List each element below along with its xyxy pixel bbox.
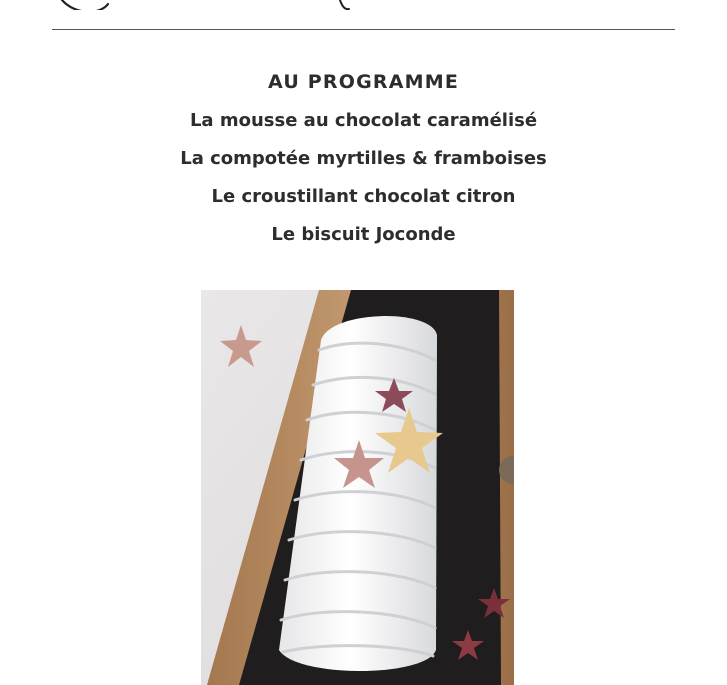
program-section bbox=[0, 68, 727, 259]
program-item-croustillant: Le croustillant chocolat citron bbox=[211, 186, 516, 207]
header-divider bbox=[52, 29, 675, 30]
program-item-mousse: La mousse au chocolat caramélisé bbox=[189, 110, 538, 131]
program-title: AU PROGRAMME bbox=[268, 71, 459, 93]
buche-illustration bbox=[201, 290, 514, 685]
program-item-biscuit: Le biscuit Joconde bbox=[271, 224, 456, 245]
logo-script-fragment bbox=[40, 0, 727, 10]
buche-photo bbox=[201, 290, 514, 685]
program-item-compotee: La compotée myrtilles & framboises bbox=[180, 148, 547, 169]
